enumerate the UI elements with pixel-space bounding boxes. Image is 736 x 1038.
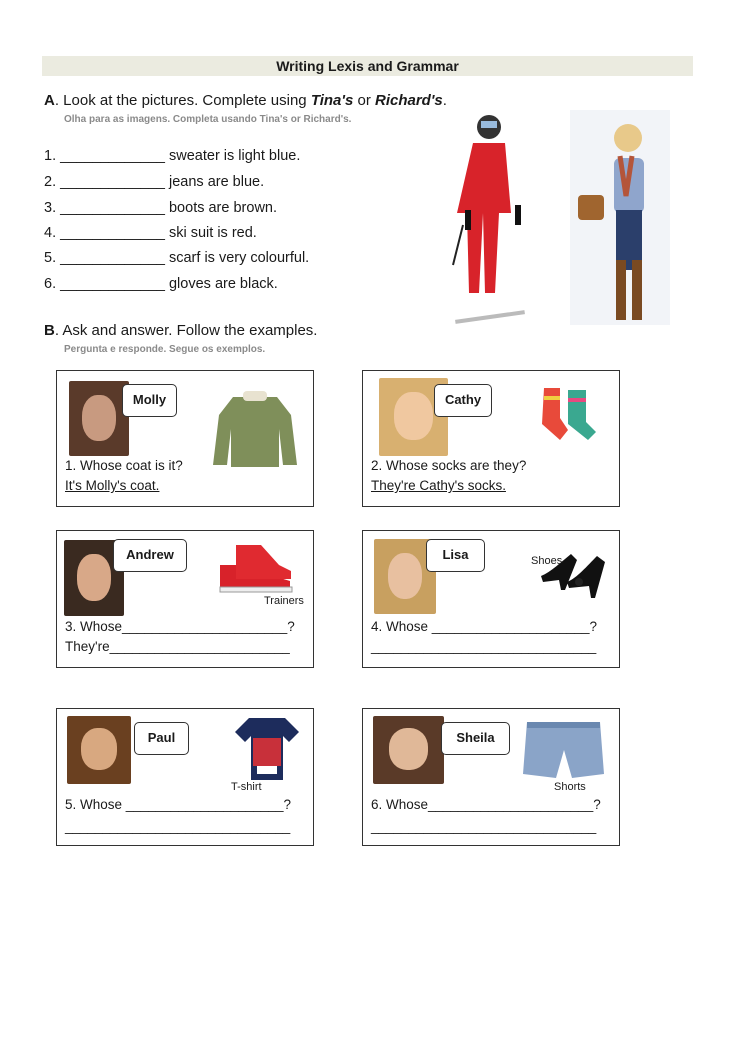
section-b-subtitle: Pergunta e responde. Segue os exemplos. [64, 344, 266, 355]
period: . [442, 92, 447, 109]
item-text: ski suit is red. [164, 225, 257, 241]
answer-text[interactable]: They're________________________ [65, 639, 290, 654]
name-bubble: Andrew [113, 539, 187, 572]
item-number: 6. [44, 276, 57, 292]
exercise-box [56, 530, 314, 668]
person-photo [69, 381, 129, 456]
woman-photo [570, 110, 670, 325]
name-bubble: Molly [122, 384, 177, 417]
section-a-heading [44, 92, 447, 109]
clothing-caption: Shoes [531, 555, 563, 567]
answer-text[interactable]: ______________________________ [371, 819, 597, 834]
skier-photo [445, 105, 530, 330]
person-photo [67, 716, 131, 784]
clothing-caption: T-shirt [231, 781, 262, 793]
or-text: or [353, 92, 375, 109]
sentence-item [44, 250, 309, 266]
section-letter: A [44, 92, 55, 109]
question-text[interactable]: 5. Whose _____________________? [65, 797, 291, 812]
sentence-item [44, 225, 257, 241]
socks-icon [536, 386, 606, 448]
person-photo [373, 716, 444, 784]
clothing-caption: Trainers [264, 595, 304, 607]
name-tina: Tina's [310, 92, 354, 109]
name-bubble: Sheila [441, 722, 510, 755]
exercise-box [362, 530, 620, 668]
exercise-box [56, 708, 314, 846]
answer-blank[interactable]: _____________ [60, 276, 165, 292]
answer-text[interactable]: ______________________________ [65, 819, 291, 834]
answer-text[interactable]: ______________________________ [371, 639, 597, 654]
item-number: 5. [44, 250, 57, 266]
item-number: 3. [44, 200, 57, 216]
tshirt-icon [235, 716, 299, 786]
answer-blank[interactable]: _____________ [60, 174, 165, 190]
answer-blank[interactable]: _____________ [60, 200, 165, 216]
sentence-item [44, 276, 278, 292]
answer-blank[interactable]: _____________ [60, 148, 165, 164]
clothing-caption: Shorts [554, 781, 586, 793]
section-a-subtitle: Olha para as imagens. Completa usando Tina's or Richard's. [64, 114, 352, 125]
item-text: gloves are black. [164, 276, 278, 292]
name-richard: Richard's [375, 92, 443, 109]
answer-text: They're Cathy's socks. [371, 478, 506, 493]
instruction-text: . Look at the pictures. Complete using [54, 92, 311, 109]
section-b-heading [44, 322, 317, 339]
trainers-icon [216, 535, 293, 601]
exercise-box [56, 370, 314, 507]
question-text: 2. Whose socks are they? [371, 458, 527, 473]
question-text: 1. Whose coat is it? [65, 458, 183, 473]
sentence-item [44, 174, 264, 190]
section-letter: B [44, 322, 55, 339]
shorts-icon [523, 718, 604, 786]
jacket-icon [213, 389, 297, 473]
item-text: boots are brown. [164, 200, 278, 216]
answer-text: It's Molly's coat. [65, 478, 160, 493]
worksheet-title: Writing Lexis and Grammar [42, 56, 693, 76]
item-text: scarf is very colourful. [164, 250, 310, 266]
sentence-item [44, 200, 277, 216]
question-text[interactable]: 3. Whose______________________? [65, 619, 295, 634]
question-text[interactable]: 6. Whose______________________? [371, 797, 601, 812]
item-number: 1. [44, 148, 57, 164]
name-bubble: Lisa [426, 539, 485, 572]
exercise-box [362, 708, 620, 846]
answer-blank[interactable]: _____________ [60, 250, 165, 266]
answer-blank[interactable]: _____________ [60, 225, 165, 241]
sentence-item [44, 148, 300, 164]
item-text: sweater is light blue. [164, 148, 301, 164]
item-text: jeans are blue. [164, 174, 265, 190]
exercise-box [362, 370, 620, 507]
item-number: 4. [44, 225, 57, 241]
question-text[interactable]: 4. Whose _____________________? [371, 619, 597, 634]
instruction-text: . Ask and answer. Follow the examples. [54, 322, 318, 339]
item-number: 2. [44, 174, 57, 190]
name-bubble: Cathy [434, 384, 492, 417]
name-bubble: Paul [134, 722, 189, 755]
